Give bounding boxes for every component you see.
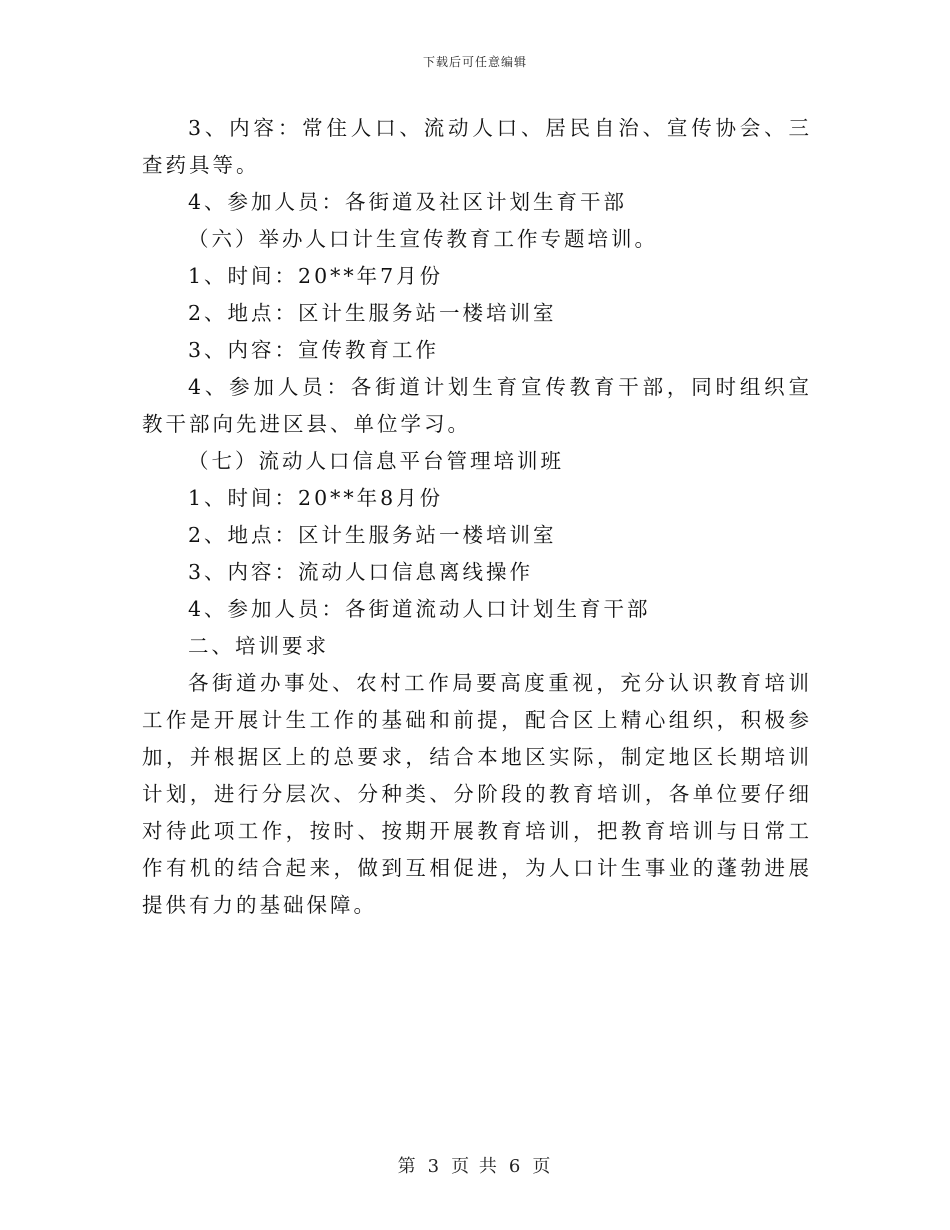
- section-heading-requirements: 二、培训要求: [188, 634, 329, 658]
- page-header: 下载后可任意编辑: [422, 55, 527, 69]
- paragraph-content-3: 3、内容：常住人口、流动人口、居民自治、宣传协会、三查药具等。: [142, 116, 812, 177]
- document-body: [142, 110, 812, 924]
- footer-current-page: 3: [427, 1156, 442, 1177]
- footer-suffix: 页: [532, 1156, 553, 1177]
- paragraph-time-1b: 1、时间：20**年8月份: [188, 486, 444, 510]
- paragraph-requirements: 各街道办事处、农村工作局要高度重视，充分认识教育培训工作是开展计生工作的基础和前提，配合区上精心组织，积极参加，并根据区上的总要求，结合本地区实际，制定地区长期培训计划，进行分层次、分种类、分阶段的教育培训，各单位要仔细对待此项工作，按时、按期开展教育培训，把教育培训与日常工作有机的结合起来，做到互相促进，为人口计生事业的蓬勃进展提供有力的基础保障。: [142, 671, 812, 917]
- footer-prefix: 第: [397, 1156, 418, 1177]
- paragraph-time-1: 1、时间：20**年7月份: [188, 264, 444, 288]
- paragraph-participants-4: 4、参加人员：各街道及社区计划生育干部: [188, 190, 628, 214]
- paragraph-location-2b: 2、地点：区计生服务站一楼培训室: [188, 523, 557, 547]
- paragraph-content-3c: 3、内容：流动人口信息离线操作: [188, 560, 534, 584]
- paragraph-content-3b: 3、内容：宣传教育工作: [188, 338, 440, 362]
- footer-middle: 页 共: [451, 1156, 499, 1177]
- section-heading-7: （七）流动人口信息平台管理培训班: [188, 449, 564, 473]
- footer-total-pages: 6: [508, 1156, 523, 1177]
- paragraph-participants-4c: 4、参加人员：各街道流动人口计划生育干部: [188, 597, 651, 621]
- paragraph-location-2: 2、地点：区计生服务站一楼培训室: [188, 301, 557, 325]
- paragraph-participants-4b: 4、参加人员：各街道计划生育宣传教育干部，同时组织宣教干部向先进区县、单位学习。: [142, 375, 812, 436]
- section-heading-6: （六）举办人口计生宣传教育工作专题培训。: [188, 227, 658, 251]
- page-footer: [0, 1152, 950, 1178]
